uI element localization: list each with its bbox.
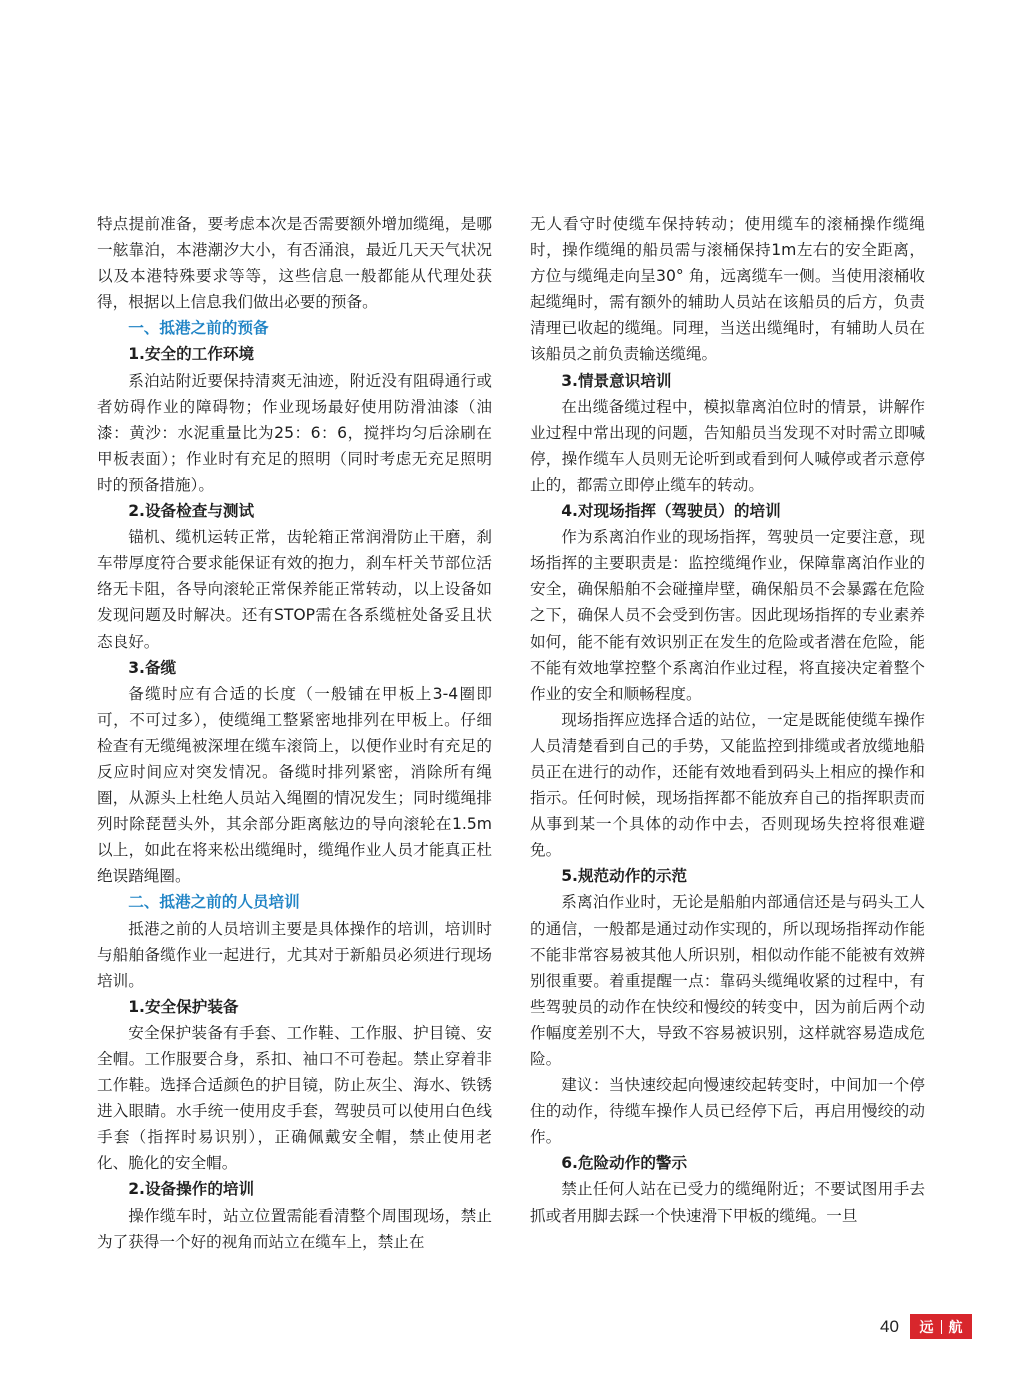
subsection-heading: 3.备缆 xyxy=(128,658,177,677)
paragraph: 抵港之前的人员培训主要是具体操作的培训，培训时与船舶备缆作业一起进行，尤其对于新船员必须进行现场培训。 xyxy=(97,919,492,990)
right-column xyxy=(530,211,925,1229)
page-number: 40 xyxy=(880,1317,899,1336)
logo-divider xyxy=(941,1320,942,1334)
paragraph: 操作缆车时，站立位置需能看清整个周围现场，禁止为了获得一个好的视角而站立在缆车上，禁止在 xyxy=(97,1206,492,1251)
paragraph: 锚机、缆机运转正常，齿轮箱正常润滑防止干磨，刹车带厚度符合要求能保证有效的抱力，刹车杆关节部位活络无卡阻，各导向滚轮正常保养能正常转动，以上设备如发现问题及时解决。还有STOP需在各系缆桩处备妥且状态良好。 xyxy=(97,528,492,651)
paragraph: 备缆时应有合适的长度（一般铺在甲板上3-4圈即可，不可过多），使缆绳工整紧密地排列在甲板上。仔细检查有无缆绳被深埋在缆车滚筒上，以便作业时有充足的反应时间应对突发情况。备缆时排列紧密，消除所有绳圈，从源头上杜绝人员站入绳圈的情况发生；同时缆绳排列时除琵琶头外，其余部分距离舷边的导向滚轮在1.5m以上，如此在将来松出缆绳时，缆绳作业人员才能真正杜绝误踏绳圈。 xyxy=(97,684,492,886)
paragraph-continued: 无人看守时使缆车保持转动；使用缆车的滚桶操作缆绳时，操作缆绳的船员需与滚桶保持1m左右的安全距离，方位与缆绳走向呈30° 角，远离缆车一侧。当使用滚桶收起缆绳时，需有额外的辅助人员站在该船员的后方，负责清理已收起的缆绳。同理，当送出缆绳时，有辅助人员在该船员之前负责输送缆绳。 xyxy=(530,215,925,364)
logo-char-left: 远 xyxy=(919,1319,934,1336)
left-column xyxy=(97,211,492,1255)
subsection-heading: 3.情景意识培训 xyxy=(561,371,672,390)
paragraph: 系泊站附近要保持清爽无油迹，附近没有阻碍通行或者妨碍作业的障碍物；作业现场最好使用防滑油漆（油漆：黄沙：水泥重量比为25：6：6，搅拌均匀后涂刷在甲板表面）；作业时有充足的照明（同时考虑无充足照明时的预备措施）。 xyxy=(97,371,492,494)
magazine-logo xyxy=(910,1314,972,1339)
subsection-heading: 2.设备检查与测试 xyxy=(128,502,255,521)
paragraph: 在出缆备缆过程中，模拟靠离泊位时的情景，讲解作业过程中常出现的问题，告知船员当发现不对时需立即喊停，操作缆车人员则无论听到或看到何人喊停或者示意停止的，都需立即停止缆车的转动。 xyxy=(530,397,925,494)
paragraph: 安全保护装备有手套、工作鞋、工作服、护目镜、安全帽。工作服要合身，系扣、袖口不可卷起。禁止穿着非工作鞋。选择合适颜色的护目镜，防止灰尘、海水、铁锈进入眼睛。水手统一使用皮手套，驾驶员可以使用白色线手套（指挥时易识别），正确佩戴安全帽，禁止使用老化、脆化的安全帽。 xyxy=(97,1023,492,1173)
section-heading: 一、抵港之前的预备 xyxy=(128,319,269,338)
subsection-heading: 1.安全的工作环境 xyxy=(128,345,255,364)
subsection-heading: 1.安全保护装备 xyxy=(128,997,239,1016)
subsection-heading: 2.设备操作的培训 xyxy=(128,1180,255,1199)
section-heading: 二、抵港之前的人员培训 xyxy=(128,893,300,912)
paragraph: 作为系离泊作业的现场指挥，驾驶员一定要注意，现场指挥的主要职责是：监控缆绳作业，保障靠离泊作业的安全，确保船舶不会碰撞岸壁，确保船员不会暴露在危险之下，确保人员不会受到伤害。因此现场指挥的专业素养如何，能不能有效识别正在发生的危险或者潜在危险，能不能有效地掌控整个系离泊作业过程，将直接决定着整个作业的安全和顺畅程度。 xyxy=(530,528,925,703)
paragraph: 禁止任何人站在已受力的缆绳附近；不要试图用手去抓或者用脚去踩一个快速滑下甲板的缆绳。一旦 xyxy=(530,1180,925,1225)
logo-char-right: 航 xyxy=(948,1319,963,1336)
subsection-heading: 5.规范动作的示范 xyxy=(561,867,688,886)
paragraph: 建议：当快速绞起向慢速绞起转变时，中间加一个停住的动作，待缆车操作人员已经停下后，再启用慢绞的动作。 xyxy=(530,1076,925,1147)
paragraph-continued: 特点提前准备，要考虑本次是否需要额外增加缆绳，是哪一舷靠泊，本港潮汐大小，有否涌浪，最近几天天气状况以及本港特殊要求等等，这些信息一般都能从代理处获得，根据以上信息我们做出必要的预备。 xyxy=(97,215,492,312)
paragraph: 系离泊作业时，无论是船舶内部通信还是与码头工人的通信，一般都是通过动作实现的，所以现场指挥动作能不能非常容易被其他人所识别，相似动作能不能被有效辨别很重要。着重提醒一点：靠码头缆绳收紧的过程中，有些驾驶员的动作在快绞和慢绞的转变中，因为前后两个动作幅度差别不大，导致不容易被识别，这样就容易造成危险。 xyxy=(530,893,925,1068)
subsection-heading: 6.危险动作的警示 xyxy=(561,1154,688,1173)
subsection-heading: 4.对现场指挥（驾驶员）的培训 xyxy=(561,502,781,521)
paragraph: 现场指挥应选择合适的站位，一定是既能使缆车操作人员清楚看到自己的手势，又能监控到排缆或者放缆地船员正在进行的动作，还能有效地看到码头上相应的操作和指示。任何时候，现场指挥都不能放弃自己的指挥职责而从事到某一个具体的动作中去，否则现场失控将很难避免。 xyxy=(530,710,925,860)
